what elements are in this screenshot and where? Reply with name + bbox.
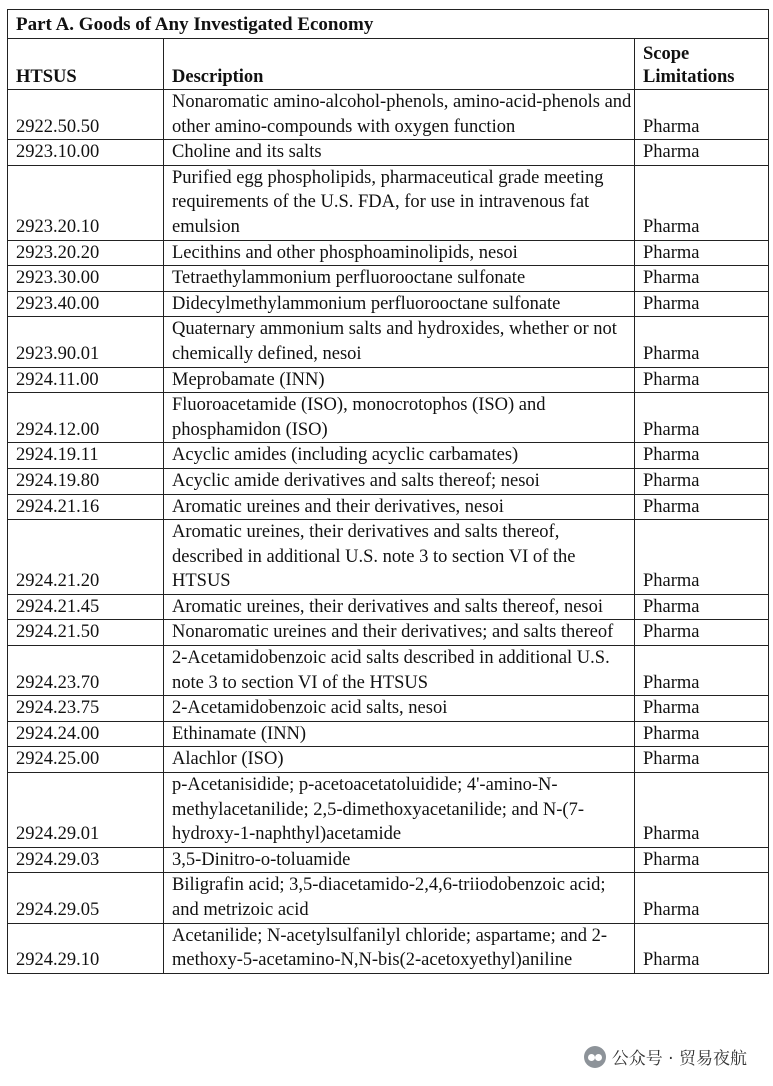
row-scope: Pharma bbox=[635, 140, 769, 166]
row-code: 2923.90.01 bbox=[8, 317, 164, 367]
row-code: 2924.29.05 bbox=[8, 873, 164, 923]
table-row bbox=[8, 240, 769, 266]
row-code: 2923.30.00 bbox=[8, 266, 164, 292]
table-row bbox=[8, 291, 769, 317]
row-code: 2924.29.03 bbox=[8, 847, 164, 873]
row-code: 2924.12.00 bbox=[8, 393, 164, 443]
header-row bbox=[8, 39, 769, 90]
row-description: Ethinamate (INN) bbox=[164, 721, 635, 747]
table-row bbox=[8, 721, 769, 747]
row-description: p-Acetanisidide; p-acetoacetatoluidide; 4'-amino-N-methylacetanilide; 2,5-dimethoxyacetanilide; and N-(7-hydroxy-1-naphthyl)acetamide bbox=[164, 773, 635, 848]
row-code: 2924.29.01 bbox=[8, 773, 164, 848]
row-scope: Pharma bbox=[635, 747, 769, 773]
row-code: 2924.11.00 bbox=[8, 367, 164, 393]
row-scope: Pharma bbox=[635, 620, 769, 646]
row-code: 2924.21.20 bbox=[8, 520, 164, 595]
row-description: Alachlor (ISO) bbox=[164, 747, 635, 773]
row-description: Acyclic amides (including acyclic carbamates) bbox=[164, 443, 635, 469]
watermark-text: 公众号 · 贸易夜航 bbox=[611, 1049, 747, 1069]
row-scope: Pharma bbox=[635, 468, 769, 494]
table-row bbox=[8, 90, 769, 140]
row-scope: Pharma bbox=[635, 291, 769, 317]
header-htsus: HTSUS bbox=[8, 39, 164, 90]
row-scope: Pharma bbox=[635, 367, 769, 393]
row-description: Tetraethylammonium perfluorooctane sulfonate bbox=[164, 266, 635, 292]
table-row bbox=[8, 620, 769, 646]
table-row bbox=[8, 468, 769, 494]
row-description: Meprobamate (INN) bbox=[164, 367, 635, 393]
row-description: Nonaromatic amino-alcohol-phenols, amino-acid-phenols and other amino-compounds with oxygen function bbox=[164, 90, 635, 140]
row-code: 2923.10.00 bbox=[8, 140, 164, 166]
row-description: Aromatic ureines and their derivatives, nesoi bbox=[164, 494, 635, 520]
header-scope-line1: Scope bbox=[643, 44, 690, 64]
table-row bbox=[8, 773, 769, 848]
row-code: 2924.23.75 bbox=[8, 696, 164, 722]
row-code: 2923.20.20 bbox=[8, 240, 164, 266]
row-description: Choline and its salts bbox=[164, 140, 635, 166]
header-scope-line2: Limitations bbox=[643, 67, 735, 87]
row-scope: Pharma bbox=[635, 443, 769, 469]
table-row bbox=[8, 165, 769, 240]
row-description: Acyclic amide derivatives and salts thereof; nesoi bbox=[164, 468, 635, 494]
row-scope: Pharma bbox=[635, 773, 769, 848]
row-description: 2-Acetamidobenzoic acid salts, nesoi bbox=[164, 696, 635, 722]
row-code: 2924.21.45 bbox=[8, 594, 164, 620]
row-scope: Pharma bbox=[635, 393, 769, 443]
row-code: 2924.19.11 bbox=[8, 443, 164, 469]
row-code: 2924.24.00 bbox=[8, 721, 164, 747]
row-code: 2924.25.00 bbox=[8, 747, 164, 773]
row-scope: Pharma bbox=[635, 494, 769, 520]
row-code: 2924.29.10 bbox=[8, 923, 164, 973]
row-description: Biligrafin acid; 3,5-diacetamido-2,4,6-triiodobenzoic acid; and metrizoic acid bbox=[164, 873, 635, 923]
header-description: Description bbox=[164, 39, 635, 90]
table-row bbox=[8, 923, 769, 973]
row-description: Acetanilide; N-acetylsulfanilyl chloride; aspartame; and 2-methoxy-5-acetamino-N,N-bis(2-acetoxyethyl)aniline bbox=[164, 923, 635, 973]
row-description: 2-Acetamidobenzoic acid salts described in additional U.S. note 3 to section VI of the HTSUS bbox=[164, 646, 635, 696]
row-code: 2923.40.00 bbox=[8, 291, 164, 317]
table-row bbox=[8, 873, 769, 923]
row-description: Didecylmethylammonium perfluorooctane sulfonate bbox=[164, 291, 635, 317]
row-description: Lecithins and other phosphoaminolipids, nesoi bbox=[164, 240, 635, 266]
row-code: 2924.23.70 bbox=[8, 646, 164, 696]
row-code: 2922.50.50 bbox=[8, 90, 164, 140]
row-scope: Pharma bbox=[635, 520, 769, 595]
table-row bbox=[8, 140, 769, 166]
table-row bbox=[8, 594, 769, 620]
row-scope: Pharma bbox=[635, 696, 769, 722]
row-scope: Pharma bbox=[635, 923, 769, 973]
row-code: 2924.21.50 bbox=[8, 620, 164, 646]
row-scope: Pharma bbox=[635, 721, 769, 747]
table-row bbox=[8, 520, 769, 595]
row-description: Aromatic ureines, their derivatives and salts thereof, nesoi bbox=[164, 594, 635, 620]
table-title: Part A. Goods of Any Investigated Economy bbox=[8, 10, 769, 39]
table-row bbox=[8, 847, 769, 873]
row-scope: Pharma bbox=[635, 873, 769, 923]
table-row bbox=[8, 317, 769, 367]
row-scope: Pharma bbox=[635, 240, 769, 266]
table-row bbox=[8, 367, 769, 393]
row-description: 3,5-Dinitro-o-toluamide bbox=[164, 847, 635, 873]
row-code: 2923.20.10 bbox=[8, 165, 164, 240]
table-row bbox=[8, 747, 769, 773]
row-scope: Pharma bbox=[635, 266, 769, 292]
row-scope: Pharma bbox=[635, 847, 769, 873]
row-description: Aromatic ureines, their derivatives and salts thereof, described in additional U.S. note 3 to section VI of the HTSUS bbox=[164, 520, 635, 595]
row-description: Quaternary ammonium salts and hydroxides, whether or not chemically defined, nesoi bbox=[164, 317, 635, 367]
row-scope: Pharma bbox=[635, 594, 769, 620]
goods-table bbox=[7, 9, 769, 974]
row-scope: Pharma bbox=[635, 90, 769, 140]
row-code: 2924.19.80 bbox=[8, 468, 164, 494]
table-row bbox=[8, 494, 769, 520]
watermark bbox=[580, 1042, 751, 1071]
row-scope: Pharma bbox=[635, 317, 769, 367]
table-row bbox=[8, 646, 769, 696]
row-description: Fluoroacetamide (ISO), monocrotophos (ISO) and phosphamidon (ISO) bbox=[164, 393, 635, 443]
header-scope-limitations bbox=[635, 39, 769, 90]
row-description: Nonaromatic ureines and their derivatives; and salts thereof bbox=[164, 620, 635, 646]
row-description: Purified egg phospholipids, pharmaceutical grade meeting requirements of the U.S. FDA, for use in intravenous fat emulsion bbox=[164, 165, 635, 240]
table-row bbox=[8, 696, 769, 722]
row-code: 2924.21.16 bbox=[8, 494, 164, 520]
table-row bbox=[8, 393, 769, 443]
wechat-icon bbox=[584, 1046, 606, 1068]
table-row bbox=[8, 266, 769, 292]
row-scope: Pharma bbox=[635, 165, 769, 240]
row-scope: Pharma bbox=[635, 646, 769, 696]
table-row bbox=[8, 443, 769, 469]
